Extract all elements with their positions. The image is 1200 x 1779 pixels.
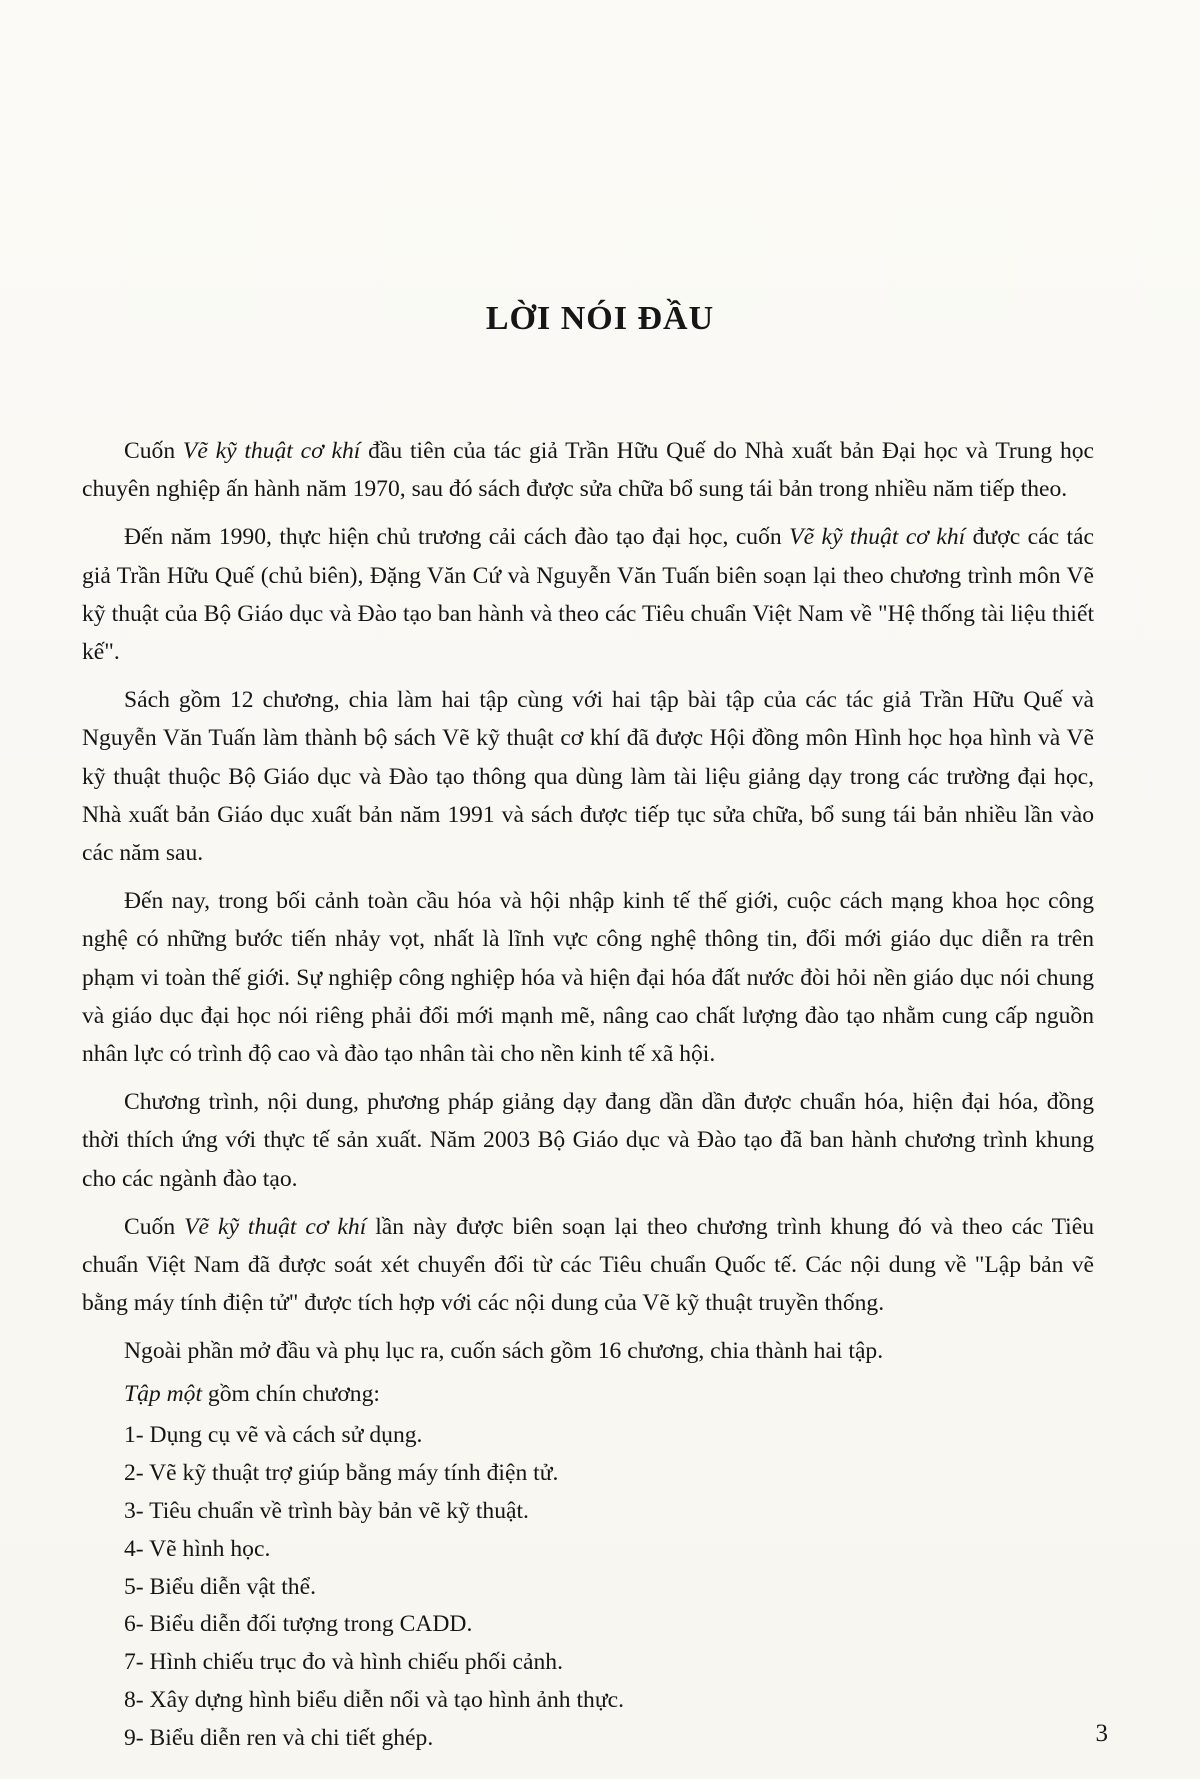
chapter-item-4: 4- Vẽ hình học.	[124, 1535, 271, 1562]
paragraph-7: Ngoài phần mở đầu và phụ lục ra, cuốn sách gồm 16 chương, chia thành hai tập.	[124, 1338, 884, 1365]
book-title-1: Vẽ kỹ thuật cơ khí	[182, 438, 361, 464]
chapter-list	[82, 1417, 1094, 1758]
chapter-item-9: 9- Biểu diễn ren và chi tiết ghép.	[124, 1725, 434, 1752]
paragraph-1-rest: đầu tiên của tác giả Trần Hữu Quế do Nhà xuất bản Đại học và Trung học chuyên nghiệp ấn hành năm 1970, sau đó sách được sửa chữa bổ sung tái bản trong nhiều năm tiếp theo.	[82, 438, 1095, 503]
paragraph-6-start: Cuốn	[124, 1213, 185, 1240]
paragraph-1-start: Cuốn	[124, 438, 183, 464]
chapter-item-6: 6- Biểu diễn đối tượng trong CADD.	[124, 1611, 473, 1638]
chapter-item-2: 2- Vẽ kỹ thuật trợ giúp bằng máy tính điện tử.	[124, 1459, 559, 1486]
chapter-item-3: 3- Tiêu chuẩn về trình bày bản vẽ kỹ thuật.	[124, 1497, 529, 1524]
book-title-3: Vẽ kỹ thuật cơ khí	[184, 1213, 367, 1240]
paragraph-6	[82, 1208, 1094, 1323]
paragraph-3: Sách gồm 12 chương, chia làm hai tập cùng với hai tập bài tập của các tác giả Trần Hữu Quế và Nguyễn Văn Tuấn làm thành bộ sách Vẽ kỹ thuật cơ khí đã được Hội đồng môn Hình học họa hình và Vẽ kỹ thuật thuộc Bộ Giáo dục và Đào tạo thông qua dùng làm tài liệu giảng dạy trong các trường đại học, Nhà xuất bản Giáo dục xuất bản năm 1991 và sách được tiếp tục sửa chữa, bổ sung tái bản nhiều lần vào các năm sau.	[82, 687, 1094, 867]
chapter-item-1: 1- Dụng cụ vẽ và cách sử dụng.	[124, 1421, 423, 1448]
page-number: 3	[1095, 1720, 1108, 1747]
paragraph-4: Đến nay, trong bối cảnh toàn cầu hóa và hội nhập kinh tế thế giới, cuộc cách mạng khoa học công nghệ có những bước tiến nhảy vọt, nhất là lĩnh vực công nghệ thông tin, đổi mới giáo dục diễn ra trên phạm vi toàn thế giới. Sự nghiệp công nghiệp hóa và hiện đại hóa đất nước đòi hỏi nền giáo dục nói chung và giáo dục đại học nói riêng phải đổi mới mạnh mẽ, nâng cao chất lượng đào tạo nhằm cung cấp nguồn nhân lực có trình độ cao và đào tạo nhân tài cho nền kinh tế xã hội.	[82, 888, 1094, 1068]
foreword-body	[82, 432, 1094, 1758]
paragraph-5: Chương trình, nội dung, phương pháp giảng dạy đang dần dần được chuẩn hóa, hiện đại hóa, đồng thời thích ứng với thực tế sản xuất. Năm 2003 Bộ Giáo dục và Đào tạo đã ban hành chương trình khung cho các ngành đào tạo.	[82, 1089, 1094, 1192]
volume-one-label: Tập một	[124, 1380, 203, 1407]
book-title-2: Vẽ kỹ thuật cơ khí	[789, 524, 966, 551]
paragraph-8-rest: gồm chín chương:	[202, 1380, 380, 1407]
paragraph-8	[82, 1375, 1094, 1413]
paragraph-6-rest: lần này được biên soạn lại theo chương trình khung đó và theo các Tiêu chuẩn Việt Nam đã được soát xét chuyển đổi từ các Tiêu chuẩn Quốc tế. Các nội dung về "Lập bản vẽ bằng máy tính điện tử" được tích hợp với các nội dung của Vẽ kỹ thuật truyền thống.	[82, 1213, 1094, 1317]
chapter-item-7: 7- Hình chiếu trục đo và hình chiếu phối cảnh.	[124, 1649, 563, 1676]
paragraph-1	[82, 432, 1094, 508]
chapter-item-5: 5- Biểu diễn vật thể.	[124, 1573, 316, 1600]
paragraph-2-rest: được các tác giả Trần Hữu Quế (chủ biên), Đặng Văn Cứ và Nguyễn Văn Tuấn biên soạn lại theo chương trình môn Vẽ kỹ thuật của Bộ Giáo dục và Đào tạo ban hành và theo các Tiêu chuẩn Việt Nam về "Hệ thống tài liệu thiết kế".	[82, 524, 1094, 666]
paragraph-2	[82, 518, 1094, 671]
chapter-item-8: 8- Xây dựng hình biểu diễn nổi và tạo hình ảnh thực.	[124, 1687, 624, 1714]
paragraph-2-start: Đến năm 1990, thực hiện chủ trương cải cách đào tạo đại học, cuốn	[124, 524, 790, 551]
page-title: LỜI NÓI ĐẦU	[485, 300, 715, 337]
